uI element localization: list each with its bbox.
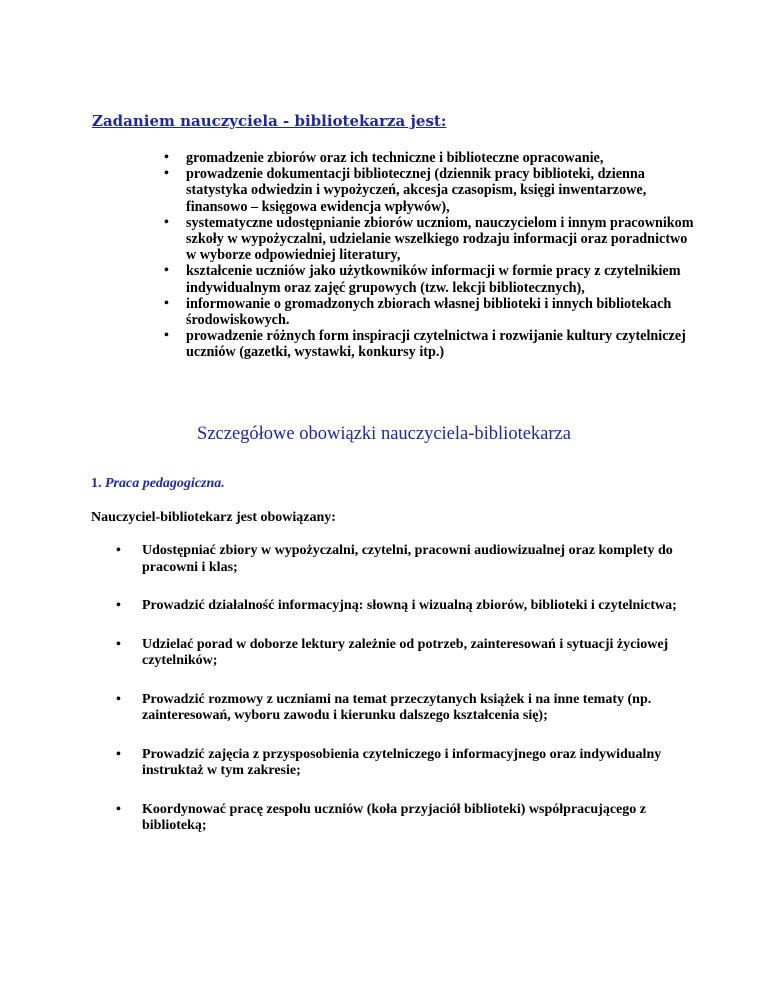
section-title: Praca pedagogiczna.	[105, 476, 225, 491]
list-item: • Prowadzić rozmowy z uczniami na temat przeczytanych książek i na inne tematy (np. zainteresowań, wyboru zawodu i kierunku dalszego kształcenia się);	[142, 692, 702, 725]
list-item: • prowadzenie różnych form inspiracji czytelnictwa i rozwijanie kultury czytelniczej uczniów (gazetki, wystawki, konkursy itp.)	[186, 328, 696, 360]
list-item: • Prowadzić działalność informacyjną: słowną i wizualną zbiorów, biblioteki i czytelnictwa;	[142, 598, 702, 615]
section-heading	[91, 476, 225, 492]
list-item: • Udostępniać zbiory w wypożyczalni, czytelni, pracowni audiowizualnej oraz komplety do pracowni i klas;	[142, 543, 702, 576]
list-item: • kształcenie uczniów jako użytkowników informacji w formie pracy z czytelnikiem indywidualnym oraz zajęć grupowych (tzw. lekcji bibliotecznych),	[186, 263, 696, 295]
section-number: 1.	[91, 476, 102, 491]
list-item: • prowadzenie dokumentacji bibliotecznej (dziennik pracy biblioteki, dzienna statystyka odwiedzin i wypożyczeń, akcesja czasopism, księgi inwentarzowe, finansowo – księgowa ewidencja wpływów),	[186, 166, 696, 215]
list-item: • Prowadzić zajęcia z przysposobienia czytelniczego i informacyjnego oraz indywidualny instruktaż w tym zakresie;	[142, 747, 702, 780]
list-item: • informowanie o gromadzonych zbiorach własnej biblioteki i innych bibliotekach środowiskowych.	[186, 296, 696, 328]
list-item: • Udzielać porad w doborze lektury zależnie od potrzeb, zainteresowań i sytuacji życiowej czytelników;	[142, 637, 702, 670]
list-item: • Koordynować pracę zespołu uczniów (koła przyjaciół biblioteki) współpracującego z biblioteką;	[142, 802, 702, 835]
sub-heading: Szczegółowe obowiązki nauczyciela-bibliotekarza	[197, 424, 571, 444]
list-item: • gromadzenie zbiorów oraz ich techniczne i biblioteczne opracowanie,	[186, 150, 696, 166]
intro-text: Nauczyciel-bibliotekarz jest obowiązany:	[91, 510, 336, 525]
list-item: • systematyczne udostępnianie zbiorów uczniom, nauczycielom i innym pracownikom szkoły w wypożyczalni, udzielanie wszelkiego rodzaju informacji oraz poradnictwo w wyborze odpowiedniej literatury,	[186, 215, 696, 264]
duties-list	[142, 543, 702, 857]
main-heading: Zadaniem nauczyciela - bibliotekarza jest:	[92, 112, 447, 130]
tasks-list	[186, 150, 696, 361]
